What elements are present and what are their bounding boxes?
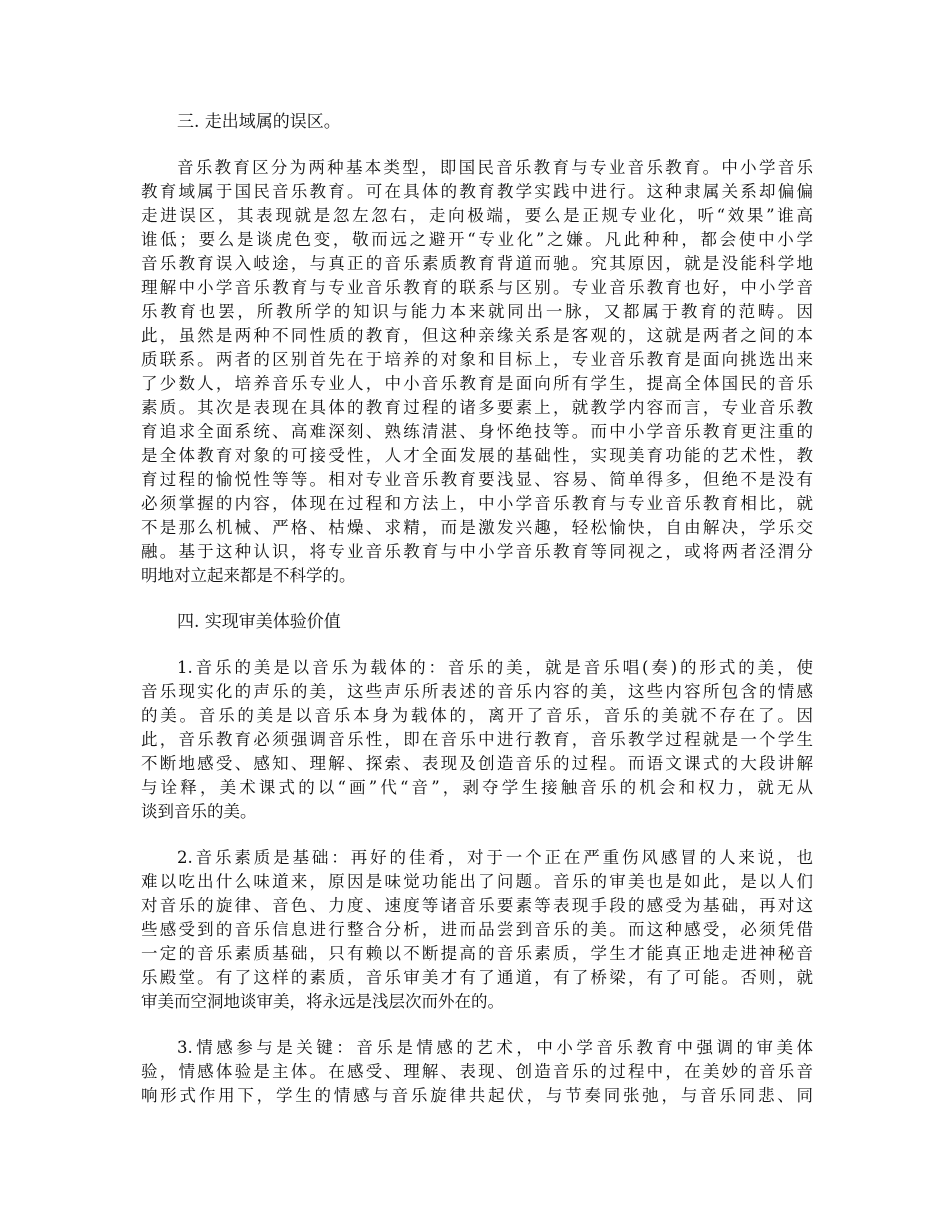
paragraph-line: 些感受到的音乐信息进行整合分析，进而品尝到音乐的美。而这种感受，必须凭借: [141, 920, 813, 939]
paragraph-line: 乐殿堂。有了这样的素质，音乐审美才有了通道，有了桥梁，有了可能。否则，就: [141, 968, 813, 987]
paragraph-line: 是全体教育对象的可接受性，人才全面发展的基础性，实现美育功能的艺术性，教: [141, 446, 813, 465]
paragraph-line: 的美。音乐的美是以音乐本身为载体的，离开了音乐，音乐的美就不存在了。因: [141, 706, 813, 725]
paragraph-line: 必须掌握的内容，体现在过程和方法上，中小学音乐教育与专业音乐教育相比，就: [141, 494, 813, 513]
paragraph: [141, 1036, 813, 1108]
paragraph-line: 育过程的愉悦性等等。相对专业音乐教育要浅显、容易、简单得多，但绝不是没有: [141, 470, 813, 489]
paragraph-line: 1.音乐的美是以音乐为载体的：音乐的美，就是音乐唱(奏)的形式的美，使: [177, 658, 813, 677]
paragraph-line: 教育域属于国民音乐教育。可在具体的教育教学实践中进行。这种隶属关系却偏偏: [141, 182, 813, 201]
paragraph-line: 音乐现实化的声乐的美，这些声乐所表述的音乐内容的美，这些内容所包含的情感: [141, 682, 813, 701]
paragraph-line: 不是那么机械、严格、枯燥、求精，而是激发兴趣，轻松愉快，自由解决，学乐交: [141, 518, 813, 537]
paragraph-line: 音乐教育误入岐途，与真正的音乐素质教育背道而驰。究其原因，就是没能科学地: [141, 254, 813, 273]
paragraph-line: 不断地感受、感知、理解、探索、表现及创造音乐的过程。而语文课式的大段讲解: [141, 754, 813, 773]
paragraph-line: 质联系。两者的区别首先在于培养的对象和目标上，专业音乐教育是面向挑选出来: [141, 350, 813, 369]
paragraph: [141, 156, 813, 588]
paragraph-line: 育追求全面系统、高难深刻、熟练清湛、身怀绝技等。而中小学音乐教育更注重的: [141, 422, 813, 441]
paragraph-line: 难以吃出什么味道来，原因是味觉功能出了问题。音乐的审美也是如此，是以人们: [141, 872, 813, 891]
paragraph-line: 此，音乐教育必须强调音乐性，即在音乐中进行教育，音乐教学过程就是一个学生: [141, 730, 813, 749]
paragraph-line: 理解中小学音乐教育与专业音乐教育的联系与区别。专业音乐教育也好，中小学音: [141, 278, 813, 297]
paragraph-line: 谈到音乐的美。: [141, 802, 257, 821]
paragraph-line: 音乐教育区分为两种基本类型，即国民音乐教育与专业音乐教育。中小学音乐: [177, 158, 813, 177]
paragraph-line: 验，情感体验是主体。在感受、理解、表现、创造音乐的过程中，在美妙的音乐音: [141, 1062, 813, 1081]
paragraph-line: 谁低；要么是谈虎色变，敬而远之避开“专业化”之嫌。凡此种种，都会使中小学: [141, 230, 813, 249]
paragraph-line: 此，虽然是两种不同性质的教育，但这种亲缘关系是客观的，这就是两者之间的本: [141, 326, 813, 345]
paragraph-line: 明地对立起来都是不科学的。: [141, 566, 356, 585]
paragraph-line: 一定的音乐素质基础，只有赖以不断提高的音乐素质，学生才能真正地走进神秘音: [141, 944, 813, 963]
paragraph-line: 审美而空洞地谈审美，将永远是浅层次而外在的。: [141, 992, 504, 1011]
paragraph: [141, 846, 813, 1014]
paragraph-line: 融。基于这种认识，将专业音乐教育与中小学音乐教育等同视之，或将两者泾渭分: [141, 542, 813, 561]
paragraph-line: 素质。其次是表现在具体的教育过程的诸多要素上，就教学内容而言，专业音乐教: [141, 398, 813, 417]
paragraph-line: 对音乐的旋律、音色、力度、速度等诸音乐要素等表现手段的感受为基础，再对这: [141, 896, 813, 915]
paragraph-line: 乐教育也罢，所教所学的知识与能力本来就同出一脉，又都属于教育的范畴。因: [141, 302, 813, 321]
paragraph-line: 了少数人，培养音乐专业人，中小音乐教育是面向所有学生，提高全体国民的音乐: [141, 374, 813, 393]
paragraph-line: 2.音乐素质是基础：再好的佳肴，对于一个正在严重伤风感冒的人来说，也: [177, 848, 813, 867]
paragraph-line: 响形式作用下，学生的情感与音乐旋律共起伏，与节奏同张弛，与音乐同悲、同: [141, 1086, 813, 1105]
section-heading: 四. 实现审美体验价值: [177, 612, 341, 632]
paragraph-line: 走进误区，其表现就是忽左忽右，走向极端，要么是正规专业化，听“效果”谁高: [141, 206, 813, 225]
section-heading: 三. 走出域属的误区。: [177, 112, 341, 132]
paragraph: [141, 656, 813, 824]
document-body: [141, 110, 813, 1108]
paragraph-line: 与诠释，美术课式的以“画”代“音”，剥夺学生接触音乐的机会和权力，就无从: [141, 778, 813, 797]
paragraph-line: 3.情感参与是关键：音乐是情感的艺术，中小学音乐教育中强调的审美体: [177, 1038, 813, 1057]
